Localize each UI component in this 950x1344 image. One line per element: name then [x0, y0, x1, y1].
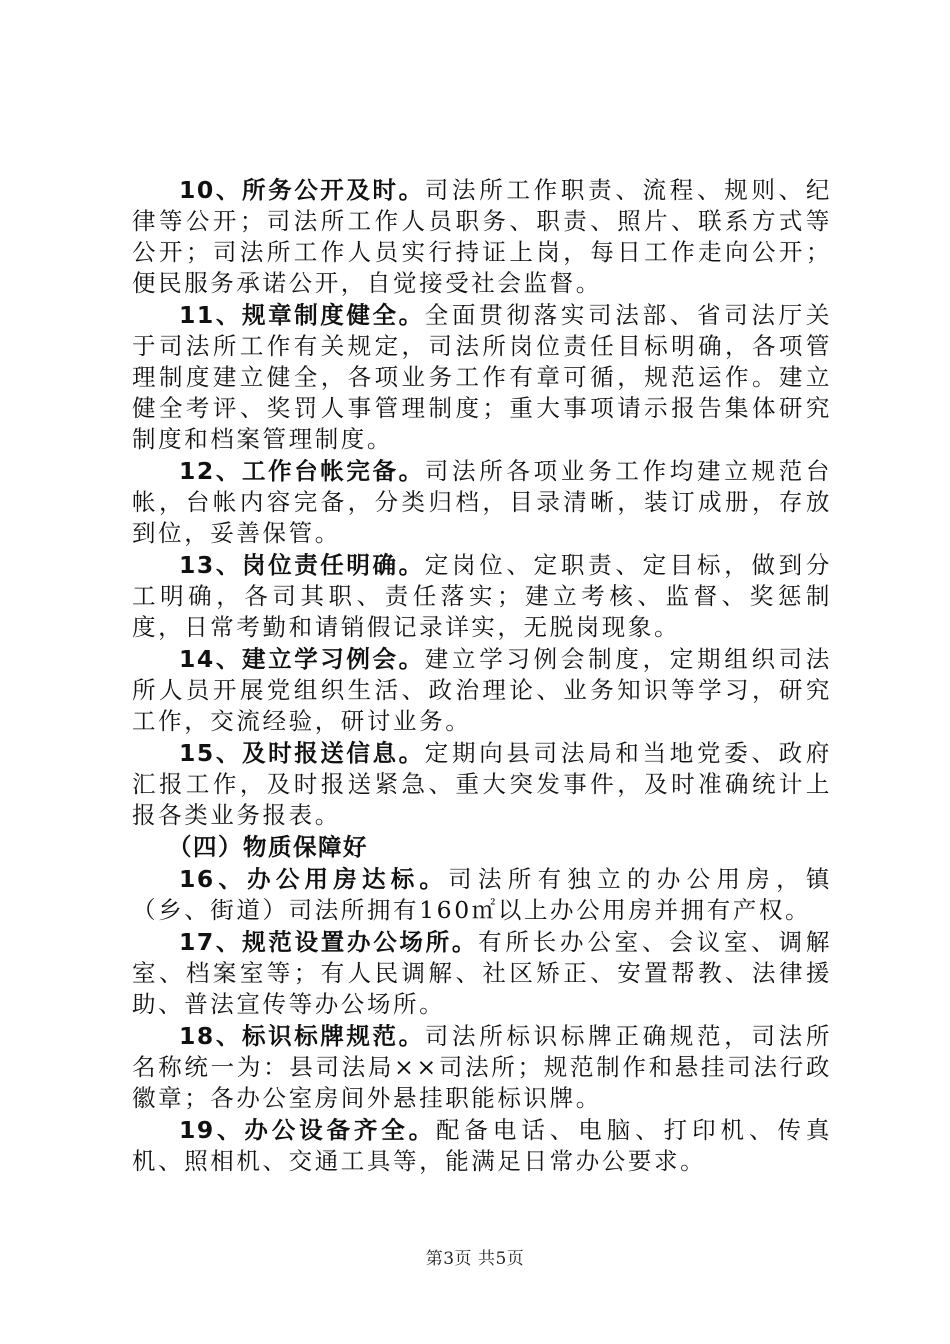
paragraph-13: [132, 550, 832, 643]
paragraph-17: [132, 927, 832, 1020]
paragraph-body: 有所长办公室、会议室、调解室、档案室等；有人民调解、社区矫正、安置帮教、法律援助、普法宣传等办公场所。: [132, 928, 832, 1018]
paragraph-12: [132, 456, 832, 549]
document-body: [132, 175, 832, 1178]
paragraph-14: [132, 644, 832, 737]
paragraph-body: 配备电话、电脑、打印机、传真机、照相机、交通工具等，能满足日常办公要求。: [132, 1116, 832, 1175]
paragraph-lead: 17、规范设置办公场所。: [179, 928, 479, 956]
page-number-footer: 第3页 共5页: [425, 1249, 525, 1269]
paragraph-lead: 15、及时报送信息。: [179, 739, 425, 767]
paragraph-lead: 19、办公设备齐全。: [179, 1116, 436, 1144]
paragraph-body: 定岗位、定职责、定目标，做到分工明确，各司其职、责任落实；建立考核、监督、奖惩制度，日常考勤和请销假记录详实，无脱岗现象。: [132, 551, 832, 641]
paragraph-body: 全面贯彻落实司法部、省司法厅关于司法所工作有关规定，司法所岗位责任目标明确，各项管理制度建立健全，各项业务工作有章可循，规范运作。建立健全考评、奖罚人事管理制度；重大事项请示报告集体研究制度和档案管理制度。: [132, 301, 832, 453]
paragraph-lead: 18、标识标牌规范。: [179, 1022, 425, 1050]
paragraph-16: [132, 864, 832, 926]
paragraph-body: 建立学习例会制度，定期组织司法所人员开展党组织生活、政治理论、业务知识等学习，研究工作，交流经验，研讨业务。: [132, 645, 832, 735]
paragraph-body: 司法所各项业务工作均建立规范台帐，台帐内容完备，分类归档，目录清晰，装订成册，存放到位，妥善保管。: [132, 457, 832, 547]
paragraph-lead: 13、岗位责任明确。: [179, 551, 425, 579]
paragraph-10: [132, 175, 832, 299]
paragraph-body: 司法所工作职责、流程、规则、纪律等公开；司法所工作人员职务、职责、照片、联系方式等公开；司法所工作人员实行持证上岗，每日工作走向公开；便民服务承诺公开，自觉接受社会监督。: [132, 176, 832, 297]
paragraph-15: [132, 738, 832, 831]
paragraph-body: 司法所有独立的办公用房，镇（乡、街道）司法所拥有160㎡以上办公用房并拥有产权。: [132, 865, 832, 924]
paragraph-11: [132, 300, 832, 455]
paragraph-lead: 12、工作台帐完备。: [179, 457, 425, 485]
paragraph-body: 定期向县司法局和当地党委、政府汇报工作，及时报送紧急、重大突发事件，及时准确统计上报各类业务报表。: [132, 739, 832, 829]
paragraph-body: 司法所标识标牌正确规范，司法所名称统一为：县司法局××司法所；规范制作和悬挂司法行政徽章；各办公室房间外悬挂职能标识牌。: [132, 1022, 832, 1112]
paragraph-lead: 10、所务公开及时。: [179, 176, 425, 204]
paragraph-18: [132, 1021, 832, 1114]
paragraph-19: [132, 1115, 832, 1177]
paragraph-lead: 11、规章制度健全。: [179, 301, 425, 329]
paragraph-lead: 14、建立学习例会。: [179, 645, 425, 673]
paragraph-lead: 16、办公用房达标。: [179, 865, 449, 893]
section-heading: （四）物质保障好: [168, 833, 368, 861]
